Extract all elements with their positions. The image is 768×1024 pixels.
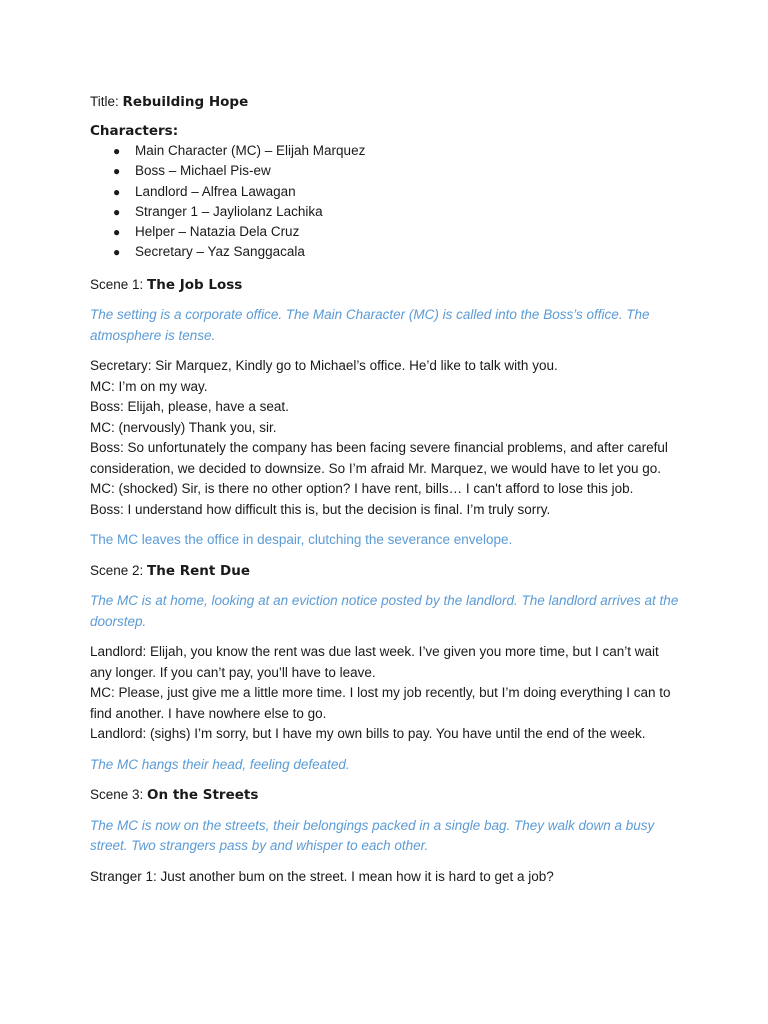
stage-direction: The MC is at home, looking at an eviction notice posted by the landlord. The landlord arrives at the doorstep.	[90, 593, 679, 629]
list-item	[90, 202, 680, 222]
scene-title: The Rent Due	[147, 562, 251, 579]
character-entry: Stranger 1 – Jayliolanz Lachika	[135, 203, 323, 219]
scene-heading	[90, 275, 680, 296]
dialogue-line: Boss: I understand how difficult this is, but the decision is final. I’m truly sorry.	[90, 501, 551, 517]
dialogue-line: MC: (shocked) Sir, is there no other option? I have rent, bills… I can't afford to lose this job.	[90, 481, 634, 497]
stage-direction-closing: The MC hangs their head, feeling defeated.	[90, 756, 350, 772]
dialogue-line: Landlord: (sighs) I’m sorry, but I have my own bills to pay. You have until the end of the week.	[90, 726, 646, 742]
list-item	[90, 161, 680, 181]
title-label: Title:	[90, 94, 123, 109]
dialogue-line: MC: (nervously) Thank you, sir.	[90, 419, 277, 435]
scene-heading	[90, 561, 680, 582]
character-entry: Landlord – Alfrea Lawagan	[135, 183, 296, 199]
dialogue-line: Stranger 1: Just another bum on the street. I mean how it is hard to get a job?	[90, 868, 554, 884]
stage-direction-closing: The MC leaves the office in despair, clutching the severance envelope.	[90, 532, 513, 548]
document-title: Rebuilding Hope	[122, 94, 249, 110]
list-item	[90, 182, 680, 202]
scene-label: Scene 1:	[90, 276, 148, 292]
dialogue-line: Boss: So unfortunately the company has been facing severe financial problems, and after careful consideration, we decided to downsize. So I’m afraid Mr. Marquez, we would have to let you go.	[90, 440, 668, 476]
dialogue-block	[90, 356, 680, 520]
dialogue-line: Boss: Elijah, please, have a seat.	[90, 399, 289, 415]
dialogue-block	[90, 867, 680, 888]
bullet-icon: ●	[113, 164, 121, 179]
scene-title: The Job Loss	[147, 276, 243, 293]
bullet-icon: ●	[113, 245, 121, 260]
dialogue-line: Secretary: Sir Marquez, Kindly go to Michael’s office. He’d like to talk with you.	[90, 358, 558, 374]
scene-heading	[90, 785, 680, 806]
dialogue-block	[90, 642, 680, 745]
stage-direction: The MC is now on the streets, their belongings packed in a single bag. They walk down a busy street. Two strangers pass by and whisper to each other.	[90, 817, 655, 854]
scene-label: Scene 3:	[90, 787, 148, 803]
character-entry: Boss – Michael Pis-ew	[135, 163, 271, 179]
bullet-icon: ●	[113, 184, 121, 199]
character-entry: Main Character (MC) – Elijah Marquez	[135, 143, 366, 158]
bullet-icon: ●	[113, 225, 121, 240]
character-entry: Secretary – Yaz Sanggacala	[135, 244, 305, 260]
list-item	[90, 242, 680, 262]
title-line	[90, 92, 680, 113]
character-entry: Helper – Natazia Dela Cruz	[135, 224, 300, 240]
list-item	[90, 141, 680, 161]
list-item	[90, 222, 680, 242]
dialogue-line: MC: Please, just give me a little more time. I lost my job recently, but I’m doing everything I can to find another. I have nowhere else to go.	[90, 685, 671, 721]
bullet-icon: ●	[113, 144, 121, 158]
dialogue-line: Landlord: Elijah, you know the rent was due last week. I’ve given you more time, but I can’t wait any longer. If you can’t pay, you’ll have to leave.	[90, 644, 659, 680]
stage-direction: The setting is a corporate office. The Main Character (MC) is called into the Boss’s office. The atmosphere is tense.	[90, 307, 650, 343]
scene-title: On the Streets	[147, 787, 259, 804]
bullet-icon: ●	[113, 204, 121, 219]
characters-list	[90, 141, 680, 263]
scene-label: Scene 2:	[90, 562, 148, 578]
characters-heading: Characters:	[90, 122, 179, 139]
dialogue-line: MC: I’m on my way.	[90, 378, 208, 394]
